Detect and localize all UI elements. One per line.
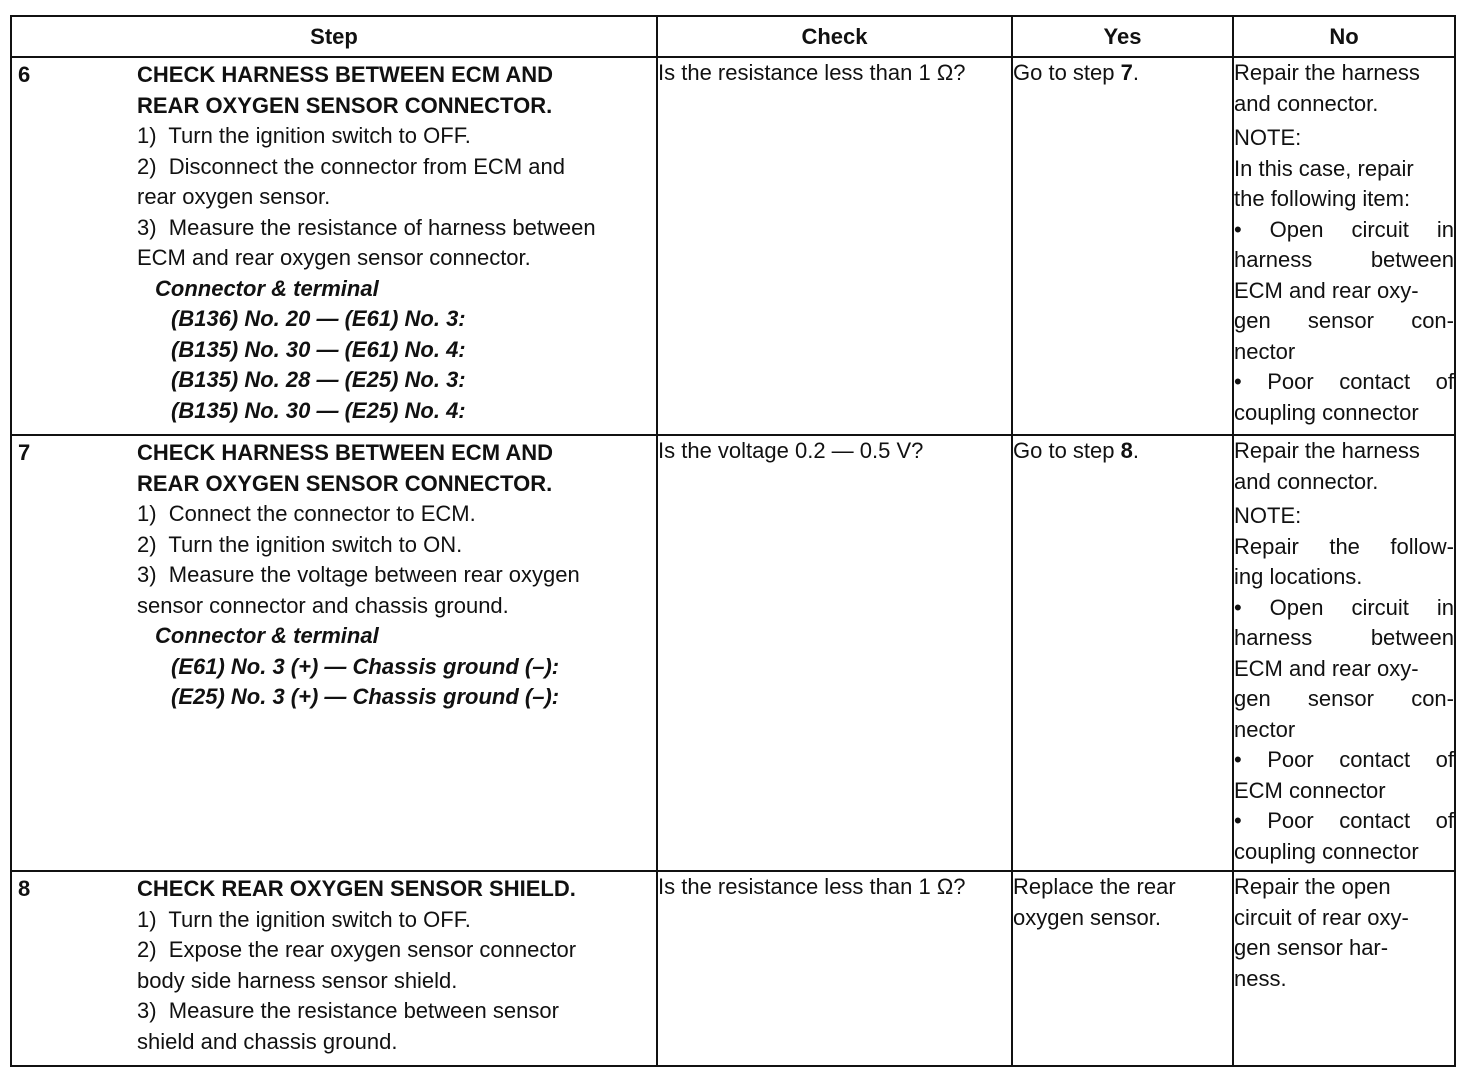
note-line: harness between [1234,247,1454,272]
step-number: 8 [18,876,31,901]
note-line: ECM and rear oxy- [1234,655,1419,681]
no-line: Repair the harness [1234,60,1420,85]
check-cell: Is the resistance less than 1 Ω? [657,57,1012,435]
note-line: coupling connector [1234,838,1419,864]
procedure-line: 2) Turn the ignition switch to ON. [137,531,463,557]
connector-heading: Connector & terminal [155,623,379,648]
procedure-line: 2) Expose the rear oxygen sensor connector [137,937,577,962]
procedure-line: ECM and rear oxygen sensor connector. [137,245,531,270]
check-cell: Is the resistance less than 1 Ω? [657,871,1012,1066]
yes-text: Go to step [1013,438,1121,463]
yes-suffix: . [1132,60,1139,85]
step-title: CHECK HARNESS BETWEEN ECM AND [137,62,553,87]
connector-terminal: (E25) No. 3 (+) — Chassis ground (–): [171,684,560,709]
table-row-step-8 [11,871,1455,1066]
yes-suffix: . [1132,438,1139,463]
procedure-line: shield and chassis ground. [137,1028,398,1054]
yes-cell [1012,435,1233,871]
step-title: CHECK HARNESS BETWEEN ECM AND [137,440,553,465]
no-line: and connector. [1234,468,1379,494]
connector-heading: Connector & terminal [155,275,379,301]
step-title: REAR OXYGEN SENSOR CONNECTOR. [137,92,553,118]
note-line: • Open circuit in [1234,216,1454,242]
yes-line: Replace the rear [1013,874,1176,899]
note-line: • Open circuit in [1234,594,1454,620]
step-cell [11,435,657,871]
note-line: gen sensor con- [1234,686,1454,711]
procedure-line: sensor connector and chassis ground. [137,592,509,618]
note-line: gen sensor con- [1234,308,1454,333]
no-line: and connector. [1234,90,1379,116]
header-check: Check [657,16,1012,57]
procedure-line: body side harness sensor shield. [137,967,458,993]
procedure-line: 1) Turn the ignition switch to OFF. [137,123,471,148]
yes-cell [1012,57,1233,435]
connector-terminal: (B135) No. 30 — (E25) No. 4: [171,397,466,423]
note-line: • Poor contact of [1234,369,1454,394]
note-line: Repair the follow- [1234,533,1454,559]
procedure-line: 2) Disconnect the connector from ECM and [137,153,565,179]
note-line: the following item: [1234,186,1411,211]
procedure-line: 3) Measure the resistance of harness between [137,214,596,240]
connector-terminal: (B136) No. 20 — (E61) No. 3: [171,306,466,331]
step-number: 7 [18,440,31,465]
header-row [11,16,1455,57]
note-label: NOTE: [1234,125,1302,150]
procedure-line: 3) Measure the resistance between sensor [137,998,559,1023]
yes-line: oxygen sensor. [1013,904,1161,930]
note-line: ECM and rear oxy- [1234,277,1419,303]
check-cell: Is the voltage 0.2 — 0.5 V? [657,435,1012,871]
no-line: gen sensor har- [1234,935,1389,960]
no-cell [1233,57,1455,435]
connector-terminal: (B135) No. 30 — (E61) No. 4: [171,336,466,362]
step-title: REAR OXYGEN SENSOR CONNECTOR. [137,470,553,496]
no-line: Repair the harness [1234,438,1420,463]
note-line: In this case, repair [1234,155,1414,181]
table-row-step-7 [11,435,1455,871]
yes-step-link: 8 [1120,438,1133,463]
yes-cell [1012,871,1233,1066]
procedure-line: 1) Turn the ignition switch to OFF. [137,906,471,932]
header-step: Step [11,16,657,57]
table-row-step-6 [11,57,1455,435]
header-no: No [1233,16,1455,57]
note-line: harness between [1234,625,1454,650]
procedure-line: 3) Measure the voltage between rear oxygen [137,562,580,587]
note-line: • Poor contact of [1234,808,1454,833]
step-cell [11,57,657,435]
procedure-line: rear oxygen sensor. [137,184,331,209]
no-line: circuit of rear oxy- [1234,904,1409,930]
note-line: • Poor contact of [1234,747,1454,772]
yes-text: Go to step [1013,60,1121,85]
step-number: 6 [18,62,31,87]
connector-terminal: (E61) No. 3 (+) — Chassis ground (–): [171,653,560,679]
step-cell [11,871,657,1066]
note-line: nector [1234,716,1296,742]
connector-terminal: (B135) No. 28 — (E25) No. 3: [171,367,466,392]
no-line: Repair the open [1234,874,1391,899]
diagnostic-table [10,15,1456,1067]
note-label: NOTE: [1234,503,1302,528]
step-title: CHECK REAR OXYGEN SENSOR SHIELD. [137,876,576,901]
no-line: ness. [1234,965,1287,991]
no-cell [1233,435,1455,871]
note-line: coupling connector [1234,399,1419,425]
header-yes: Yes [1012,16,1233,57]
note-line: nector [1234,338,1296,364]
note-line: ing locations. [1234,564,1363,589]
yes-step-link: 7 [1120,60,1133,85]
note-line: ECM connector [1234,777,1386,803]
procedure-line: 1) Connect the connector to ECM. [137,501,476,526]
no-cell [1233,871,1455,1066]
